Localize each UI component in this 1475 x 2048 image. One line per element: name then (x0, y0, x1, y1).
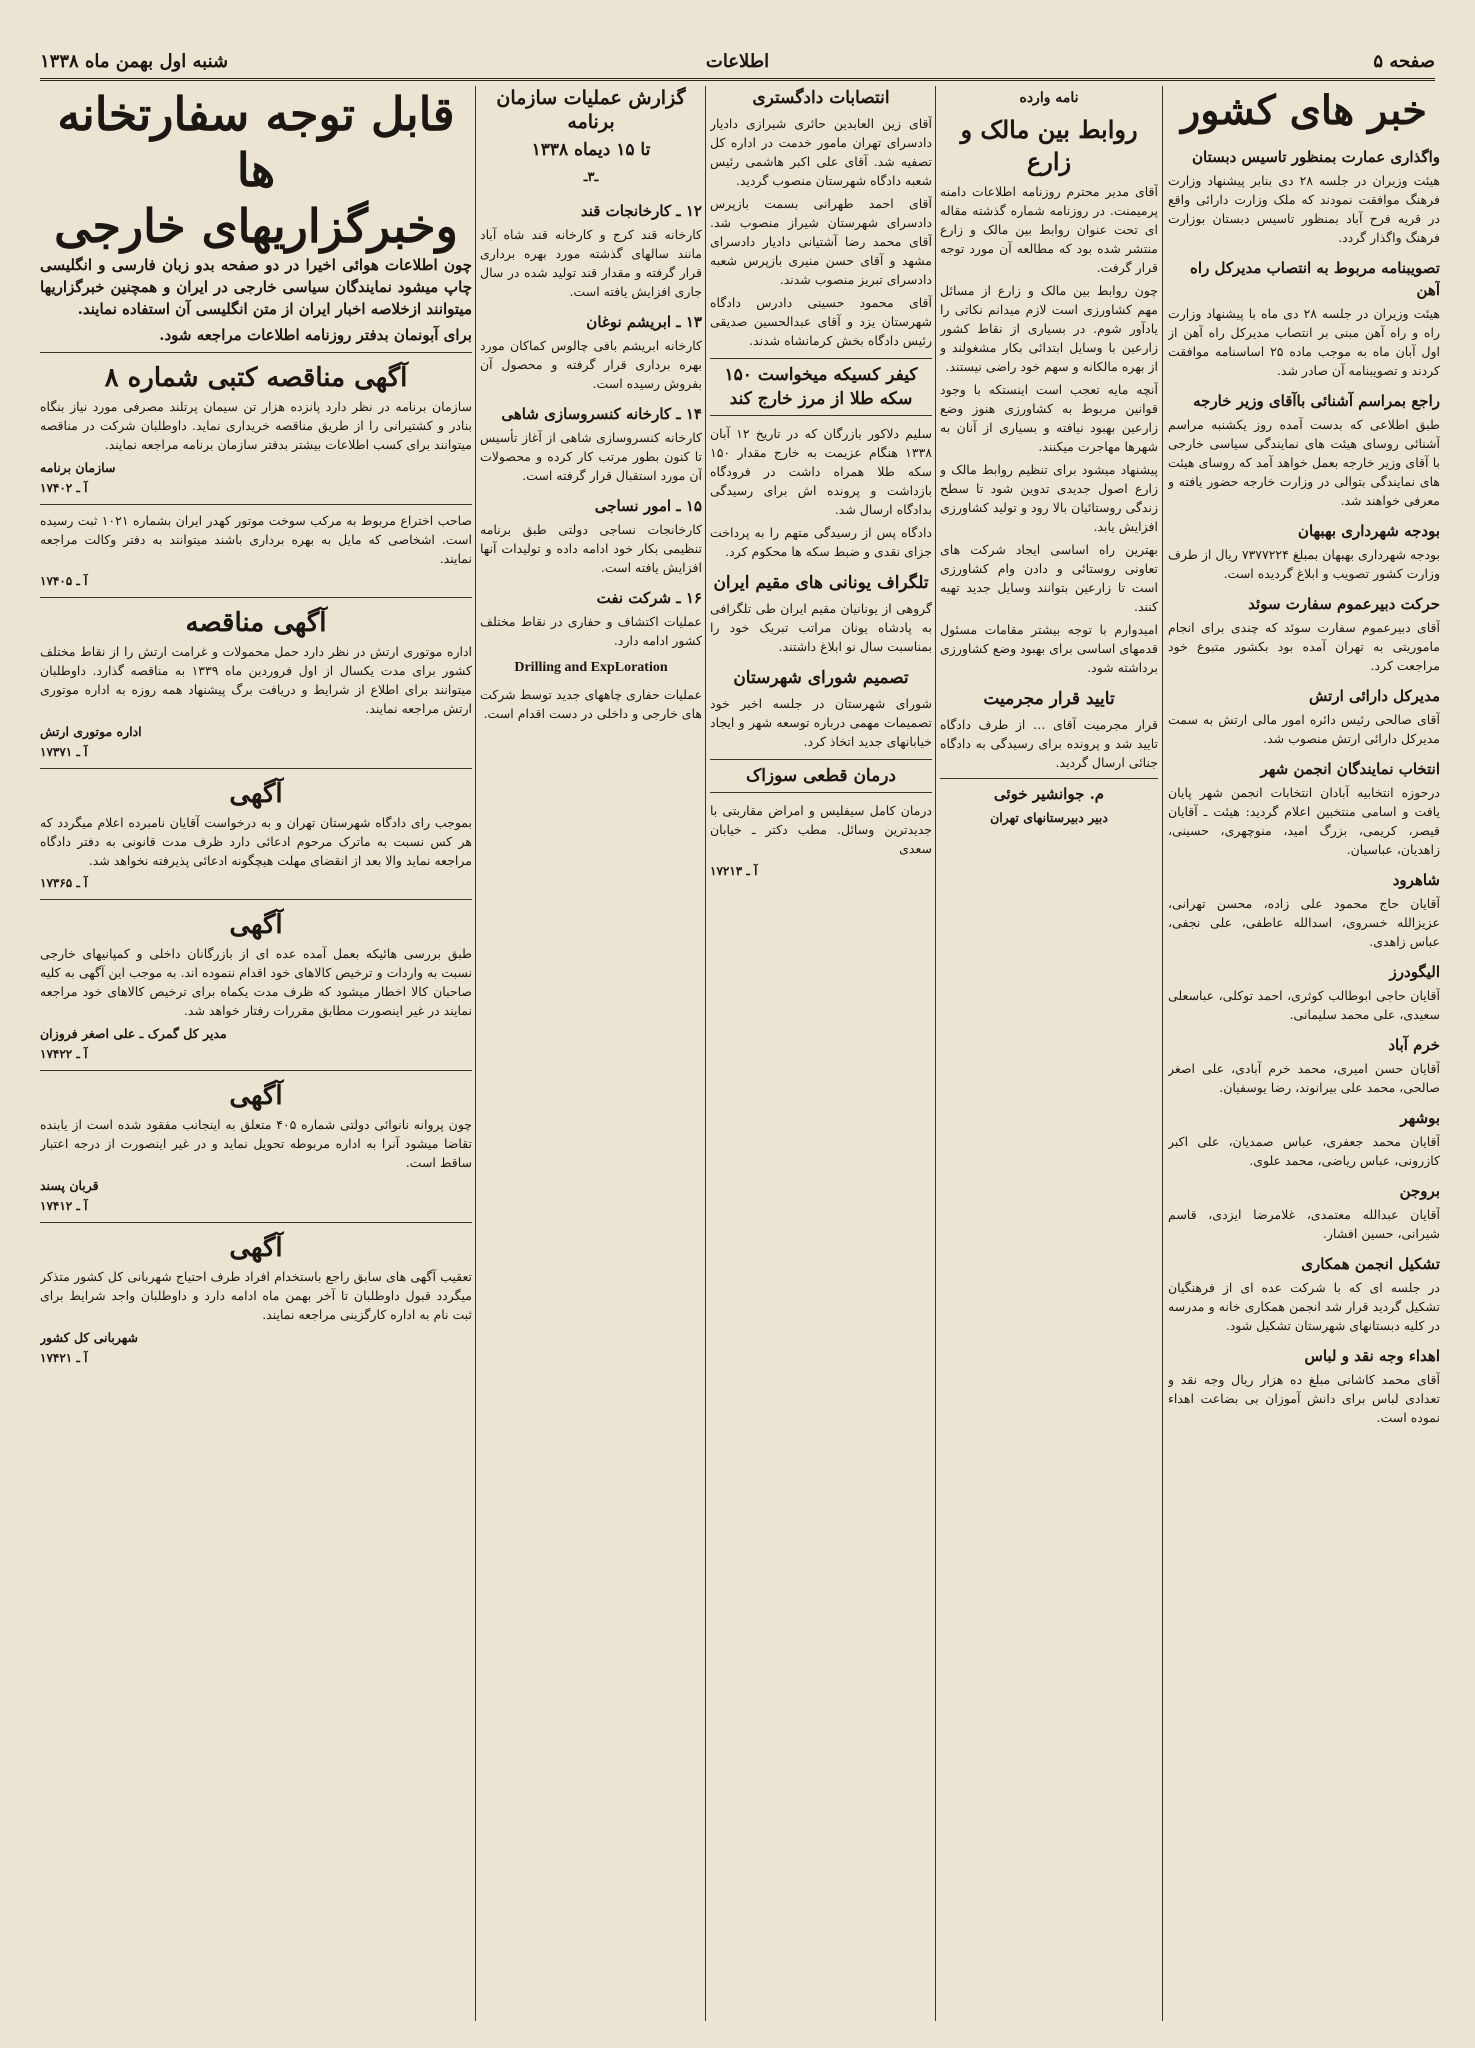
column-letter (940, 86, 1158, 2021)
column-notices (40, 86, 472, 2021)
newspaper-name: اطلاعات (705, 50, 770, 72)
news-body: گروهی از یونانیان مقیم ایران طی تلگرافی به پادشاه یونان مراتب تبریک خود را بمناسبت سال نو ابلاغ داشتند. (710, 601, 932, 654)
ad-signature: اداره موتوری ارتش (40, 724, 142, 739)
ad-code: آ ـ ۱۷۲۱۳ (710, 864, 758, 878)
ad-code: آ ـ ۱۷۴۰۲ (40, 481, 88, 495)
ad-body: تعقیب آگهی های سابق راجع باستخدام افراد طرف احتیاج شهربانی کل کشور متذکر میگردد قبول داوطلبان تا آخر بهمن ماه ادامه دارد و داوطلبان واجد شرایط برای ثبت نام به اداره کارگزینی مراجعه نمایند. (40, 1269, 472, 1322)
ad-title: آگهی (229, 779, 283, 809)
ad-body: چون پروانه نانوائی دولتی شماره ۴۰۵ متعلق به اینجانب مفقود شده است از یابنده تقاضا میشود آنرا به اداره مربوطه تحویل نماید و در غیر اینصورت از درجه اعتبار ساقط است. (40, 1117, 472, 1170)
ad-title: آگهی (229, 1233, 283, 1263)
letter-body: آقای مدیر محترم روزنامه اطلاعات دامنه پرمیمنت. در روزنامه شماره گذشته مقاله ای تحت عنوان روابط بین مالک و زارع منتشر شده بود که مطالعه آن مورد توجه قرار گرفت. (940, 184, 1158, 275)
column-domestic-news (1168, 86, 1440, 2021)
news-headline: مدیرکل دارائی ارتش (1309, 687, 1440, 705)
news-body: آقای محمد کاشانی مبلغ ده هزار ریال وجه نقد و تعدادی لباس برای دانش آموزان بی بضاعت اهداء نموده است. (1168, 1372, 1440, 1425)
news-headline: انتصابات دادگستری (752, 88, 890, 108)
news-body: دادگاه پس از رسیدگی متهم را به پرداخت جزای نقدی و ضبط سکه ها محکوم کرد. (710, 525, 932, 559)
report-title: گزارش عملیات سازمان برنامه (496, 87, 686, 133)
column-judiciary (710, 86, 932, 2021)
divider (40, 1070, 472, 1071)
news-body: سلیم دلاکور بازرگان که در تاریخ ۱۲ آبان ۱۳۳۸ هنگام عزیمت به خارج مقدار ۱۵۰ سکه طلا همراه داشت در فرودگاه بازداشت و پرونده اش برای رسیدگی بدادگاه ارسال شد. (710, 426, 932, 517)
news-headline: بوشهر (1400, 1109, 1440, 1127)
letter-signature-title: دبیر دبیرستانهای تهران (990, 810, 1108, 825)
notice-headline-1: قابل توجه سفارتخانه ها (57, 87, 455, 197)
news-body: در جلسه ای که با شرکت عده ای از فرهنگیان تشکیل گردید قرار شد انجمن همکاری خانه و مدرسه در کلیه دبستانهای شهرستان تشکیل شود. (1168, 1280, 1440, 1333)
ad-title: آگهی (229, 910, 283, 940)
letter-body: امیدوارم با توجه بیشتر مقامات مسئول قدمهای اساسی برای بهبود وضع کشاورزی برداشته شود. (940, 622, 1158, 675)
ad-code: آ ـ ۱۷۴۲۱ (40, 1351, 88, 1365)
report-section-head: ۱۵ ـ امور نساجی (594, 497, 702, 515)
ad-body: بموجب رای دادگاه شهرستان تهران و به درخواست آقایان نامبرده اعلام میگردد که هر کس نسبت به ماترک مرحوم ادعائی دارد ظرف مدت قانونی به دفتر دادگاه مراجعه نماید والا بعد از انقضای مهلت هیچگونه ادعائی پذیرفته نخواهد شد. (40, 815, 472, 868)
masthead (40, 44, 1435, 81)
letter-title: روابط بین مالک و زارع (960, 115, 1138, 176)
ad-code: آ ـ ۱۷۴۱۲ (40, 1199, 88, 1213)
report-section-head: ۱۶ ـ شرکت نفت (596, 589, 702, 607)
news-headline: راجع بمراسم آشنائی باآقای وزیر خارجه (1193, 392, 1440, 410)
ad-signature: مدیر کل گمرک ـ علی اصغر فروزان (40, 1026, 227, 1041)
letter-kicker: نامه وارده (1019, 90, 1079, 106)
news-body: درحوزه انتخابیه آبادان انتخابات انجمن شهر پایان یافت و اسامی منتخبین اعلام گردید: هیئت ـ آقایان قیصر، کریمی، بزرگ امید، منوچهری، حسینی، زاهدیان، عباسیان. (1168, 785, 1440, 857)
letter-body: بهترین راه اساسی ایجاد شرکت های تعاونی روستائی و دادن وام کشاورزی است تا زارعین بتوانند وسایل جدید تهیه کنند. (940, 542, 1158, 614)
news-headline: حرکت دبیرعموم سفارت سوئد (1248, 595, 1440, 613)
ad-body: اداره موتوری ارتش در نظر دارد حمل محمولات و غرامت ارتش را از نقاط مختلف کشور برای مدت یکسال از اول فروردین ماه ۱۳۳۹ به مناقصه گذارد. داوطلبان میتوانند برای اطلاع از شرایط و دریافت برگ پیشنهاد همه روزه به اداره موتوری ارتش مراجعه نمایند. (40, 644, 472, 716)
column-rule (935, 86, 936, 2021)
section-title: خبر های کشور (1180, 87, 1427, 134)
divider (40, 899, 472, 900)
ad-title: آگهی (229, 1081, 283, 1111)
column-rule (705, 86, 706, 2021)
column-rule (1162, 86, 1163, 2021)
report-section-head: ۱۴ ـ کارخانه کنسروسازی شاهی (501, 405, 702, 423)
letter-signature: م. جوانشیر خوئی (993, 785, 1105, 803)
divider (40, 768, 472, 769)
news-body: قرار مجرمیت آقای … از طرف دادگاه تایید شد و پرونده برای رسیدگی به دادگاه جنائی ارسال گردید. (940, 717, 1158, 770)
news-headline: خرم آباد (1388, 1036, 1440, 1054)
ad-code: آ ـ ۱۷۳۷۱ (40, 745, 88, 759)
ad-code: آ ـ ۱۷۴۲۲ (40, 1047, 88, 1061)
report-section-head: ۱۳ ـ ابریشم نوغان (586, 313, 702, 331)
news-body: شورای شهرستان در جلسه اخیر خود تصمیمات مهمی درباره توسعه شهر و ایجاد خیابانهای جدید اتخاذ کرد. (710, 696, 932, 749)
news-body: آقای زین العابدین حائری شیرازی دادیار دادسرای تهران مامور خدمت در اداره کل تصفیه شد. آقای علی اکبر هاشمی رئیس شعبه دادگاه شهرستان منصوب گردید. (710, 116, 932, 188)
news-body: هیئت وزیران در جلسه ۲۸ دی ماه با پیشنهاد وزارت راه و راه آهن مبنی بر انتصاب مدیرکل راه آهن از اول آبان ماه به موجب ماده ۲۵ اساسنامه موافقت کردند و تصویبنامه آن صادر شد. (1168, 306, 1440, 378)
letter-body: چون روابط بین مالک و زارع از مسائل مهم کشاورزی است لازم میدانم نکاتی را یادآور شوم. در بسیاری از نقاط کشور زارعین با وسایل ابتدائی بکار مشغولند و از بهره مالکانه و سهم خود راضی نیستند. (940, 283, 1158, 374)
news-body: آقای دبیرعموم سفارت سوئد که چندی برای انجام ماموریتی به تهران آمده بود بکشور متبوع خود مراجعت کرد. (1168, 620, 1440, 673)
news-headline: بروجن (1399, 1182, 1440, 1200)
news-body: طبق اطلاعی که بدست آمده روز یکشنبه مراسم آشنائی روسای هیئت های نمایندگی سیاسی خارجی با آقای وزیر خارجه بعمل خواهد آمد که روسای هیئت های نمایندگی بتوالی در وزارت خارجه حضور یافته و معرفی خواهند شد. (1168, 417, 1440, 508)
letter-body: آنچه مایه تعجب است اینستکه با وجود قوانین مربوط به کشاورزی هنوز وضع زارعین بهبود نیافته و بسیاری از آنان به شهرها مهاجرت میکنند. (940, 382, 1158, 454)
columns (40, 86, 1440, 2021)
ad-signature: قربان پسند (40, 1178, 99, 1193)
ad-headline: درمان قطعی سوزاک (710, 759, 932, 793)
report-subtitle: تا ۱۵ دیماه ۱۳۳۸ (531, 140, 651, 160)
letter-body: پیشنهاد میشود برای تنظیم روابط مالک و زارع اصول جدیدی تدوین شود تا سطح زندگی روستائیان بالا رود و تولید کشاورزی افزایش یابد. (940, 462, 1158, 534)
report-body: کارخانه قند کرج و کارخانه قند شاه آباد مانند سالهای گذشته مورد بهره برداری قرار گرفته و مقدار قند تولید شده در سال جاری افزایش یافته است. (480, 227, 702, 299)
column-plan-report (480, 86, 702, 2021)
news-headline: تشکیل انجمن همکاری (1301, 1255, 1440, 1273)
news-body: آقای محمود حسینی دادرس دادگاه شهرستان یزد و آقای عبدالحسین صدیقی رئیس دادگاه بخش کرمانشاه شدند. (710, 295, 932, 348)
report-body: کارخانه ابریشم بافی چالوس کماکان مورد بهره برداری قرار گرفته و محصول آن بفروش رسیده است. (480, 338, 702, 391)
news-headline: واگذاری عمارت بمنظور تاسیس دبستان (1191, 148, 1440, 166)
news-headline: تلگراف یونانی های مقیم ایران (713, 573, 929, 593)
news-body: آقایان حاج محمود علی زاده، محسن تهرانی، عزیزالله خسروی، اسدالله عاطفی، علی نجفی، عباس زاهدی. (1168, 896, 1440, 949)
ad-signature: شهربانی کل کشور (40, 1330, 139, 1345)
news-headline: الیگودرز (1389, 963, 1440, 981)
divider (40, 352, 472, 353)
ad-signature: سازمان برنامه (40, 460, 116, 475)
news-body: آقای احمد طهرانی بسمت بازپرس دادسرای شهرستان شیراز منصوب شد. آقای محمد رضا آشتیانی دادیار دادسرای مشهد و آقای حسن منیری بازپرس شعبه دادسرای تبریز منصوب شدند. (710, 196, 932, 287)
report-section-head: ۱۲ ـ کارخانجات قند (580, 202, 702, 220)
divider (40, 597, 472, 598)
news-body: آقایان حاجی ابوطالب کوثری، احمد توکلی، عباسعلی سعیدی، علی محمد سلیمانی. (1168, 988, 1440, 1022)
news-body: آقایان عبدالله معتمدی، غلامرضا ایزدی، قاسم شیرانی، حسین افشار. (1168, 1207, 1440, 1241)
ad-title: آگهی مناقصه کتبی شماره ۸ (104, 363, 408, 393)
news-body: هیئت وزیران در جلسه ۲۸ دی بنابر پیشنهاد وزارت فرهنگ موافقت نمودند که ملک وزارت دارائی واقع در قریه فرح آباد بمنظور تاسیس دبستان بوزارت فرهنگ واگذار گردد. (1168, 173, 1440, 245)
news-body: آقای صالحی رئیس دائره امور مالی ارتش به سمت مدیرکل دارائی ارتش منصوب شد. (1168, 712, 1440, 746)
report-body: عملیات حفاری چاههای جدید توسط شرکت های خارجی و داخلی در دست اقدام است. (480, 687, 702, 721)
news-headline: شاهرود (1392, 871, 1440, 889)
ad-title: آگهی مناقصه (185, 608, 327, 638)
page-number: صفحه ۵ (1373, 50, 1435, 72)
ad-body: درمان کامل سیفلیس و امراض مقاربتی با جدیدترین وسائل. مطب دکتر ـ خیابان سعدی (710, 803, 932, 856)
notice-body: چون اطلاعات هوائی اخیرا در دو صفحه بدو زبان فارسی و انگلیسی چاپ میشود نمایندگان سیاسی خارجی در ایران و همچنین خبرگزاریها میتوانند ازخلاصه اخبار ایران از متن انگلیسی آن استفاده نمایند. (40, 256, 472, 318)
report-body: عملیات اکتشاف و حفاری در نقاط مختلف کشور ادامه دارد. (480, 614, 702, 648)
news-headline: انتخاب نمایندگان انجمن شهر (1260, 760, 1440, 778)
ad-code: آ ـ ۱۷۴۰۵ (40, 574, 88, 588)
news-headline: تایید قرار مجرمیت (983, 689, 1115, 709)
news-headline: اهداء وجه نقد و لباس (1304, 1347, 1440, 1365)
news-body: آقایان حسن امیری، محمد خرم آبادی، علی اصغر صالحی، محمد علی بیرانوند، رضا یوسفیان. (1168, 1061, 1440, 1095)
ad-code: آ ـ ۱۷۳۶۵ (40, 876, 88, 890)
news-headline: تصویبنامه مربوط به انتصاب مدیرکل راه آهن (1190, 259, 1440, 299)
notice-body: برای آبونمان بدفتر روزنامه اطلاعات مراجعه شود. (159, 326, 472, 344)
divider (940, 778, 1158, 779)
news-headline: کیفر کسیکه میخواست ۱۵۰ سکه طلا از مرز خارج کند (710, 358, 932, 416)
ad-body: سازمان برنامه در نظر دارد پانزده هزار تن سیمان پرتلند مصرفی مورد نیاز بنگاه بنادر و کشتیرانی را از طریق مناقصه خریداری نماید. داوطلبان شرکت در مناقصه میتوانند برای کسب اطلاعات بیشتر بدفتر سازمان برنامه مراجعه نمایند. (40, 399, 472, 452)
ad-body: صاحب اختراع مربوط به مرکب سوخت موتور کهدر ایران بشماره ۱۰۲۱ ثبت رسیده است. اشخاصی که مایل به بهره برداری باشند میتوانند به دفتر وکالت مراجعه نمایند. (40, 513, 472, 566)
divider (40, 504, 472, 505)
report-body: کارخانه کنسروسازی شاهی از آغاز تأسیس تا کنون بطور مرتب کار کرده و محصولات آن مورد استقبال قرار گرفته است. (480, 430, 702, 483)
news-body: آقایان محمد جعفری، عباس صمدیان، علی اکبر کازرونی، عباس ریاضی، محمد علوی. (1168, 1134, 1440, 1168)
report-latin-heading: Drilling and ExpLoration (514, 660, 668, 675)
column-rule (475, 86, 476, 2021)
news-headline: بودجه شهرداری بهبهان (1297, 522, 1440, 540)
news-headline: تصمیم شورای شهرستان (733, 668, 909, 688)
issue-date: شنبه اول بهمن ماه ۱۳۳۸ (40, 50, 229, 72)
divider (40, 1222, 472, 1223)
report-body: کارخانجات نساجی دولتی طبق برنامه تنظیمی بکار خود ادامه داده و تولیدات آنها افزایش یافته است. (480, 522, 702, 575)
report-part: ـ۳ـ (583, 170, 599, 185)
news-body: بودجه شهرداری بهبهان بمبلغ ۷۳۷۷۲۲۴ ریال از طرف وزارت کشور تصویب و ابلاغ گردیده است. (1168, 547, 1440, 581)
notice-headline-2: وخبرگزاریهای خارجی (54, 199, 458, 253)
ad-body: طبق بررسی هائیکه بعمل آمده عده ای از بازرگانان داخلی و کمپانیهای خارجی نسبت به واردات و ترخیص کالاهای خود اقدام ننموده اند. به موجب این آگهی به کلیه صاحبان کالا اخطار میشود که ظرف مدت یکماه برای ترخیص کالاهای خود مراجعه نمایند در غیر اینصورت مطابق مقررات رفتار خواهد شد. (40, 946, 472, 1018)
